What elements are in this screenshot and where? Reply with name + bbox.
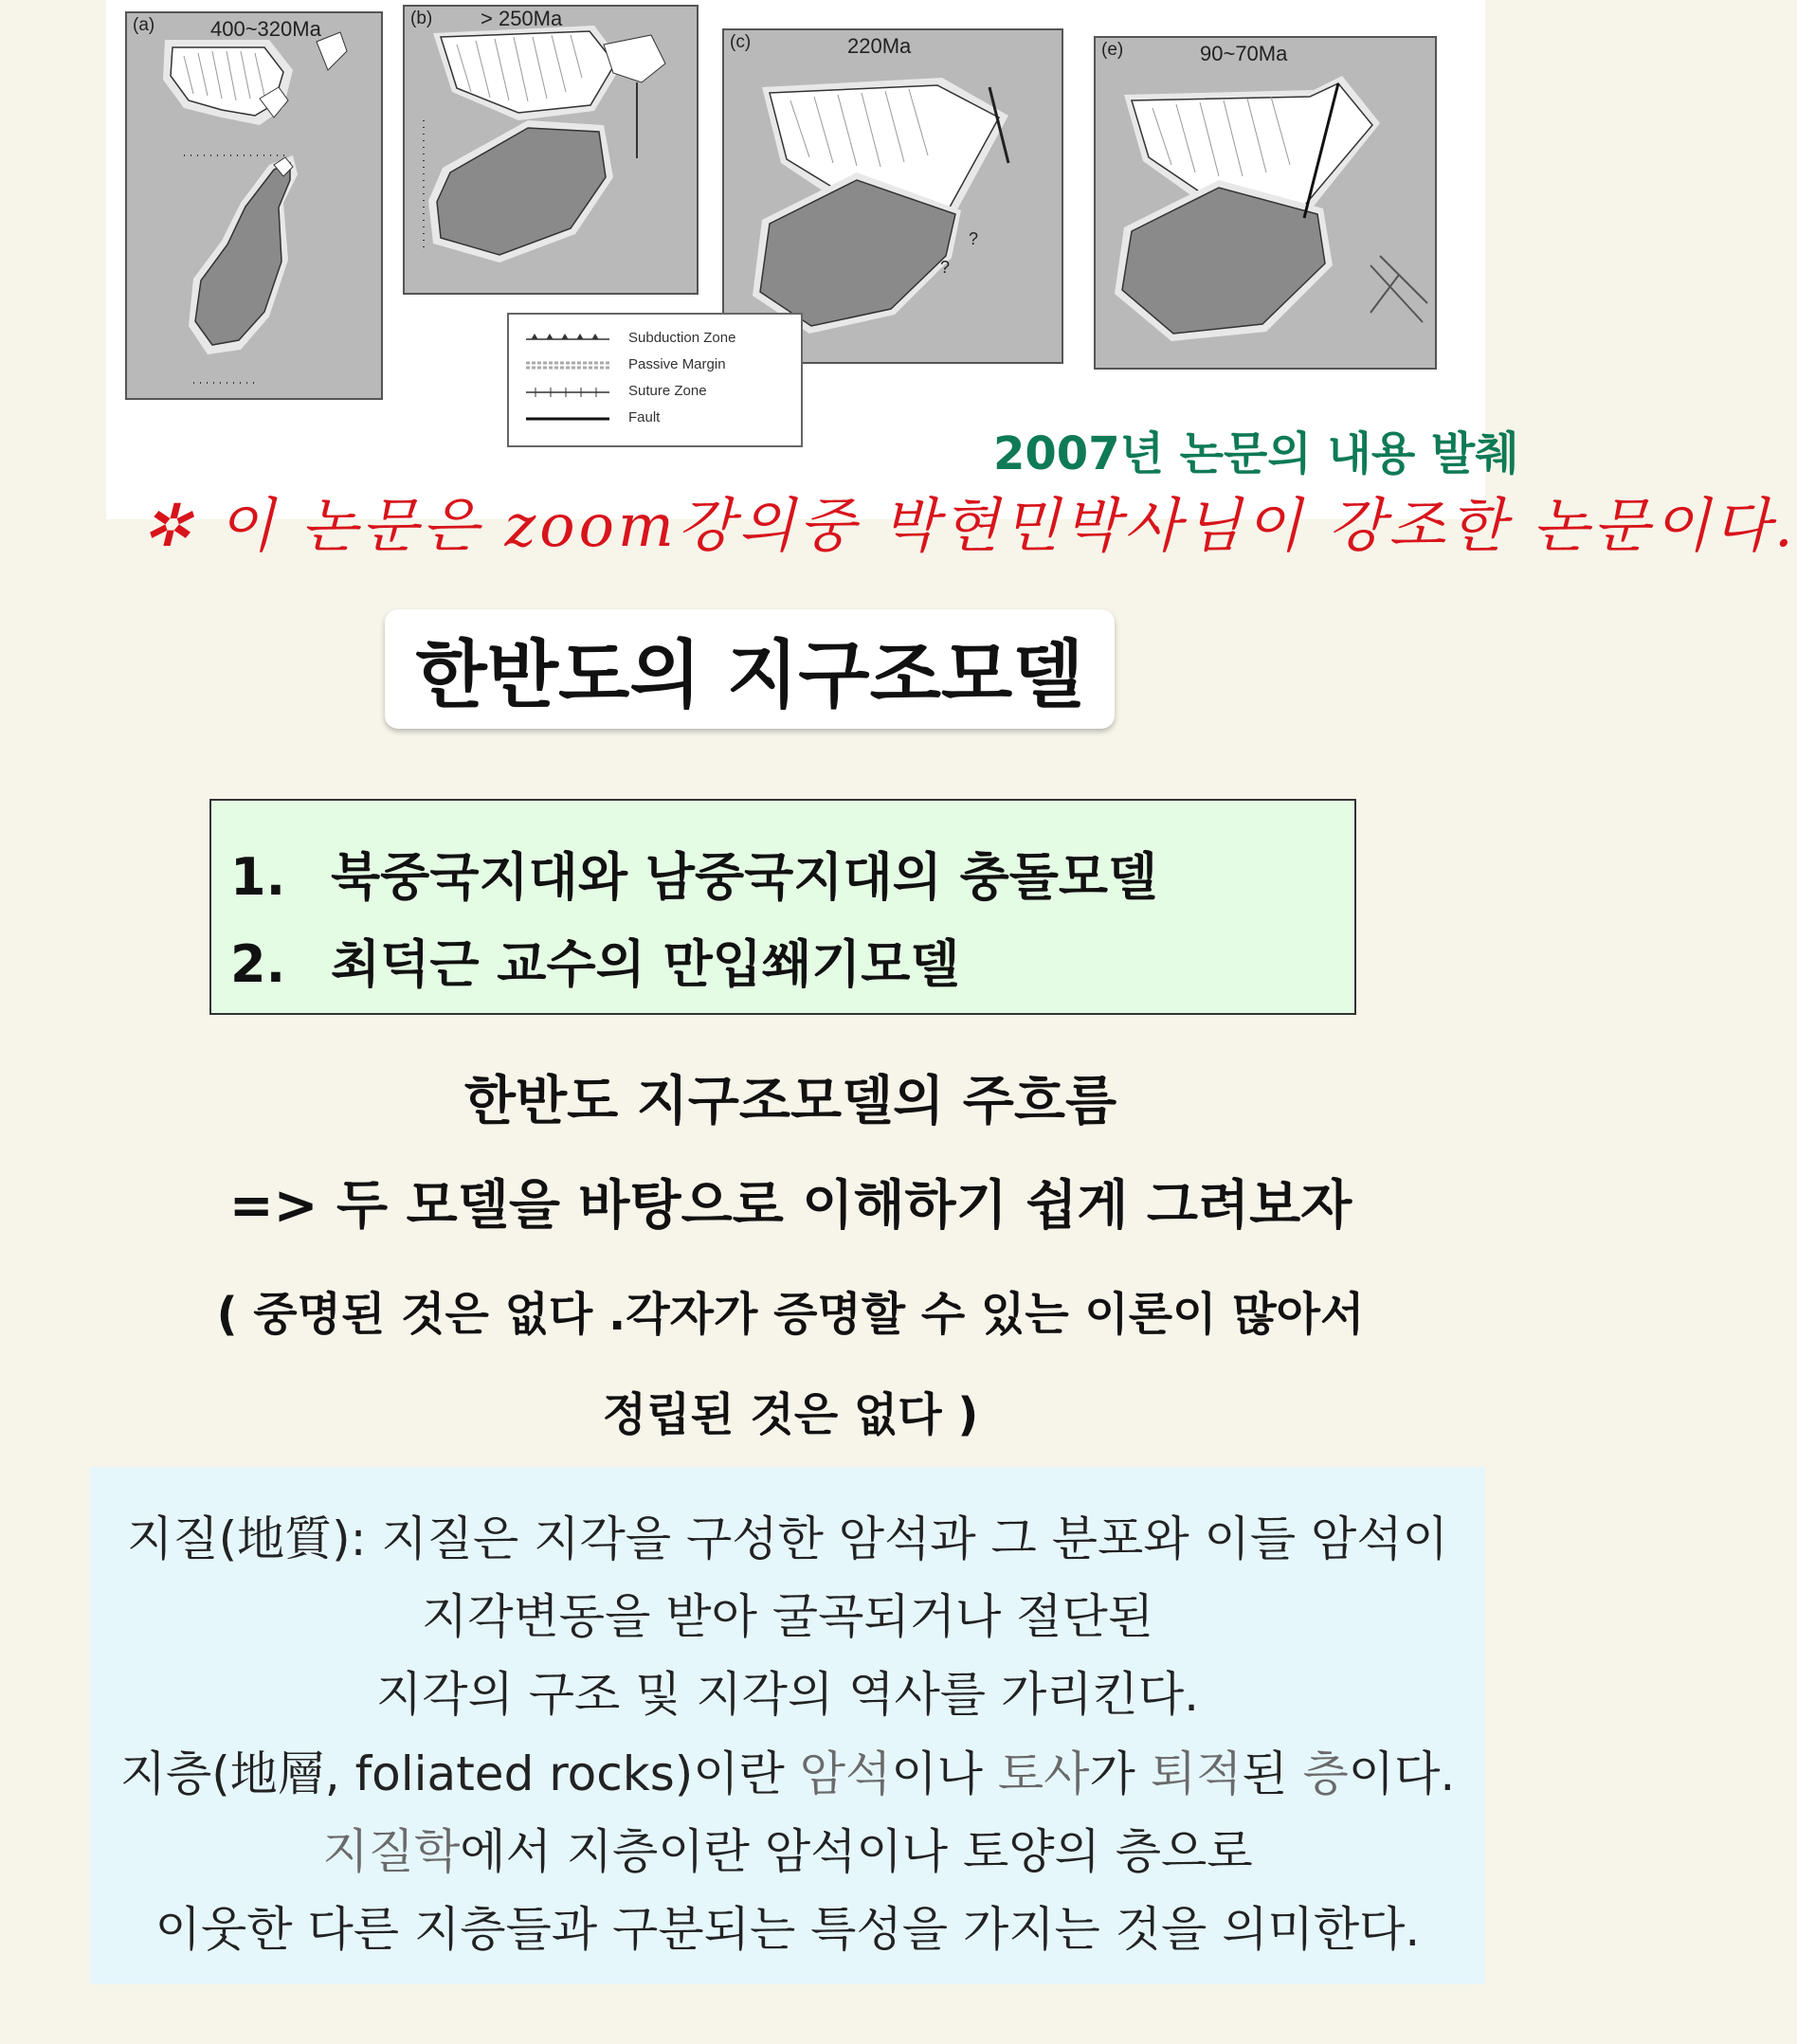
link-geology[interactable]: 지질학 (322, 1824, 461, 1879)
page-title: 한반도의 지구조모델 (385, 609, 1115, 729)
handwritten-note: ✲ 이 논문은 zoom강의중 박현민박사님이 강조한 논문이다. (142, 491, 1797, 560)
summary-line-4: 정립된 것은 없다 ) (602, 1388, 979, 1441)
legend-fault-label: Fault (628, 409, 661, 425)
panel-b-map (405, 7, 697, 293)
suture-symbol (526, 385, 611, 398)
model-list-box (209, 799, 1356, 1015)
info-line-2: 지각변동을 받아 굴곡되거나 절단된 (421, 1589, 1154, 1644)
panel-a-age: 400~320Ma (210, 17, 321, 41)
model-item-1-text: 북중국지대와 남중국지대의 충돌모델 (331, 847, 1158, 907)
model-item-1 (230, 837, 1157, 910)
panel-c-question-1: ? (969, 229, 979, 248)
legend-passive (526, 354, 791, 377)
fault-symbol (526, 411, 611, 425)
summary-line-3: ( 중명된 것은 없다 .각자가 증명할 수 있는 이론이 많아서 (216, 1288, 1365, 1341)
model-item-2 (230, 924, 960, 997)
legend-suture (526, 381, 791, 404)
map-legend (507, 313, 803, 447)
panel-e-age: 90~70Ma (1200, 42, 1288, 65)
panel-a-map (127, 13, 381, 398)
subduction-symbol (526, 332, 611, 345)
info-line-5-rest: 에서 지층이란 암석이나 토양의 층으로 (460, 1824, 1253, 1879)
panel-b-label: (b) (410, 9, 433, 28)
definition-box (90, 1467, 1485, 1984)
panel-e-map (1096, 38, 1435, 368)
summary-line-2: => 두 모델을 바탕으로 이해하기 쉽게 그려보자 (228, 1175, 1352, 1237)
info-line-4-c: 가 (1089, 1746, 1151, 1801)
model-item-2-text: 최덕근 교수의 만입쐐기모델 (331, 934, 960, 994)
link-layer[interactable]: 층 (1302, 1746, 1349, 1801)
passive-symbol (526, 358, 611, 371)
panel-a (125, 11, 383, 400)
info-line-3: 지각의 구조 및 지각의 역사를 가리킨다. (375, 1667, 1200, 1722)
source-note: 2007년 논문의 내용 발췌 (993, 427, 1519, 480)
link-rock[interactable]: 암석 (799, 1746, 892, 1801)
info-line-4-a: 지층(地層, foliated rocks)이란 (119, 1746, 800, 1801)
legend-fault (526, 407, 791, 430)
panel-b-age: > 250Ma (481, 7, 563, 30)
info-line-4-e: 이다. (1348, 1746, 1456, 1801)
legend-suture-label: Suture Zone (628, 383, 707, 399)
panel-e-label: (e) (1101, 40, 1124, 60)
panel-c-question-2: ? (940, 258, 951, 277)
panel-a-label: (a) (133, 15, 155, 35)
panel-c-label: (c) (730, 32, 752, 52)
link-sediment[interactable]: 토사 (997, 1746, 1090, 1801)
info-line-4-b: 이나 (891, 1746, 998, 1801)
info-line-4-d: 된 (1242, 1746, 1303, 1801)
legend-subduction (526, 328, 791, 351)
model-item-2-num: 2. (230, 934, 286, 994)
info-line-4 (90, 1736, 1485, 1804)
panel-e (1094, 36, 1437, 370)
model-item-1-num: 1. (230, 847, 286, 907)
info-line-5 (90, 1814, 1485, 1882)
panel-c-age: 220Ma (847, 34, 912, 58)
info-line-1: 지질(地質): 지질은 지각을 구성한 암석과 그 분포와 이들 암석이 (127, 1511, 1448, 1566)
legend-subduction-label: Subduction Zone (628, 330, 736, 346)
legend-passive-label: Passive Margin (628, 356, 726, 372)
panel-b (403, 5, 699, 295)
link-deposition[interactable]: 퇴적 (1150, 1746, 1243, 1801)
summary-heading: 한반도 지구조모델의 주흐름 (463, 1071, 1117, 1132)
info-line-6: 이웃한 다른 지층들과 구분되는 특성을 가지는 것을 의미한다. (154, 1902, 1421, 1957)
